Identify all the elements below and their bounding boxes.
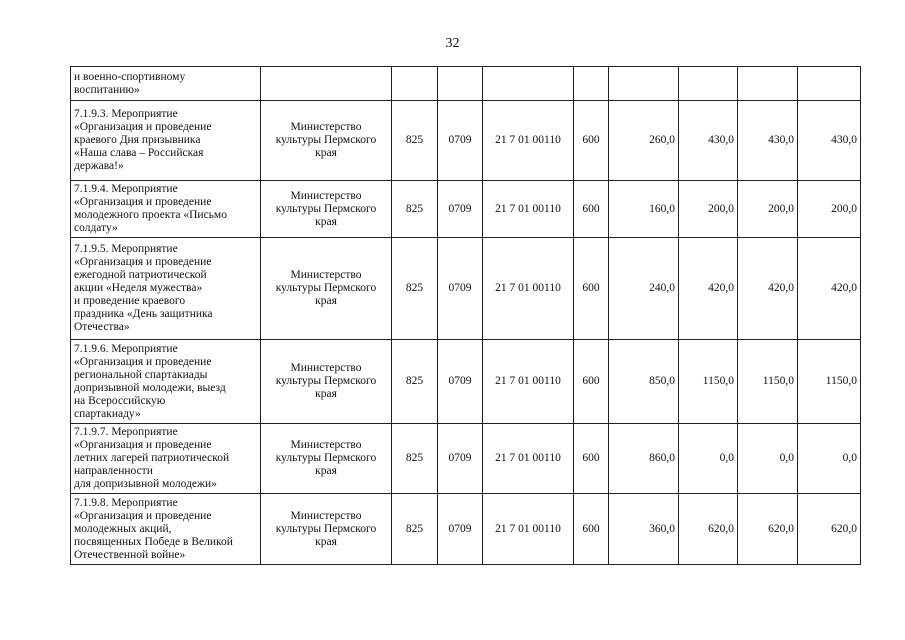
vr-cell xyxy=(574,67,609,101)
executor-cell xyxy=(261,181,392,238)
activity-line: на Всероссийскую xyxy=(74,394,166,407)
amount-cell-4: 430,0 xyxy=(798,101,861,181)
activity-cell xyxy=(71,424,261,494)
activity-line: 7.1.9.7. Мероприятие xyxy=(74,426,178,438)
activity-line: праздника «День защитника xyxy=(74,308,213,320)
amount-cell-2: 0,0 xyxy=(679,424,738,494)
table-row xyxy=(71,494,861,565)
activity-line: 7.1.9.5. Мероприятие xyxy=(74,243,178,255)
activity-line: летних лагерей патриотической xyxy=(74,452,230,464)
amount-cell-2: 1150,0 xyxy=(679,340,738,424)
section-cell: 0709 xyxy=(438,181,483,238)
amount-cell-4: 420,0 xyxy=(798,238,861,340)
target-cell: 21 7 01 00110 xyxy=(483,238,574,340)
activity-line: и проведение краевого xyxy=(74,295,186,307)
activity-line: 7.1.9.3. Мероприятие xyxy=(74,108,178,120)
table-row xyxy=(71,181,861,238)
activity-line: «Организация и проведение xyxy=(74,256,212,268)
target-cell: 21 7 01 00110 xyxy=(483,424,574,494)
activity-line: региональной спартакиады xyxy=(74,368,208,381)
activity-line: «Организация и проведение xyxy=(74,509,212,522)
activity-line: ежегодной патриотической xyxy=(74,269,207,281)
activity-line: 7.1.9.4. Мероприятие xyxy=(74,183,178,195)
amount-cell-3: 0,0 xyxy=(738,424,798,494)
vr-cell: 600 xyxy=(574,101,609,181)
activity-line: акции «Неделя мужества» xyxy=(74,282,203,294)
table-row xyxy=(71,424,861,494)
grbs-cell: 825 xyxy=(392,340,438,424)
executor-cell xyxy=(261,101,392,181)
grbs-cell xyxy=(392,67,438,101)
executor-cell xyxy=(261,238,392,340)
activity-line: «Организация и проведение xyxy=(74,121,212,133)
amount-cell-2: 200,0 xyxy=(679,181,738,238)
grbs-cell: 825 xyxy=(392,494,438,565)
budget-table xyxy=(70,66,861,565)
table-row xyxy=(71,238,861,340)
executor-line: края xyxy=(315,388,337,400)
section-cell: 0709 xyxy=(438,424,483,494)
amount-cell-4: 200,0 xyxy=(798,181,861,238)
amount-cell-2 xyxy=(679,67,738,101)
amount-cell-4: 620,0 xyxy=(798,494,861,565)
activity-line: краевого Дня призывника xyxy=(74,134,201,146)
amount-cell-4 xyxy=(798,67,861,101)
activity-line: солдату» xyxy=(74,222,118,234)
target-cell: 21 7 01 00110 xyxy=(483,181,574,238)
section-cell xyxy=(438,67,483,101)
activity-line: Отечественной войне» xyxy=(74,548,186,561)
page-number: 32 xyxy=(445,36,460,51)
table-row xyxy=(71,101,861,181)
amount-cell-1: 160,0 xyxy=(609,181,679,238)
amount-cell-1: 850,0 xyxy=(609,340,679,424)
target-cell xyxy=(483,67,574,101)
amount-cell-4: 1150,0 xyxy=(798,340,861,424)
vr-cell: 600 xyxy=(574,424,609,494)
grbs-cell: 825 xyxy=(392,238,438,340)
executor-line: Министерство xyxy=(290,269,362,281)
amount-cell-3: 430,0 xyxy=(738,101,798,181)
section-cell: 0709 xyxy=(438,340,483,424)
vr-cell: 600 xyxy=(574,181,609,238)
activity-line: и военно-спортивному xyxy=(74,70,186,83)
executor-line: края xyxy=(315,465,337,477)
amount-cell-1: 240,0 xyxy=(609,238,679,340)
executor-cell xyxy=(261,424,392,494)
executor-line: края xyxy=(315,295,337,307)
activity-line: держава!» xyxy=(74,160,124,172)
executor-line: культуры Пермского xyxy=(275,134,377,146)
executor-line: культуры Пермского xyxy=(275,202,377,215)
grbs-cell: 825 xyxy=(392,101,438,181)
amount-cell-2: 620,0 xyxy=(679,494,738,565)
activity-cell xyxy=(71,181,261,238)
executor-line: культуры Пермского xyxy=(275,522,377,535)
amount-cell-3: 200,0 xyxy=(738,181,798,238)
executor-line: Министерство xyxy=(290,362,362,374)
executor-line: Министерство xyxy=(290,439,362,451)
executor-line: Министерство xyxy=(290,121,362,133)
grbs-cell: 825 xyxy=(392,181,438,238)
target-cell: 21 7 01 00110 xyxy=(483,494,574,565)
activity-cell xyxy=(71,494,261,565)
activity-cell xyxy=(71,101,261,181)
activity-line: 7.1.9.6. Мероприятие xyxy=(74,342,178,355)
amount-cell-3 xyxy=(738,67,798,101)
amount-cell-3: 420,0 xyxy=(738,238,798,340)
table-row-continued xyxy=(71,67,861,101)
amount-cell-3: 1150,0 xyxy=(738,340,798,424)
activity-line: для допризывной молодежи» xyxy=(74,478,217,490)
table-row xyxy=(71,340,861,424)
activity-line: «Организация и проведение xyxy=(74,196,212,208)
amount-cell-1: 860,0 xyxy=(609,424,679,494)
amount-cell-2: 420,0 xyxy=(679,238,738,340)
activity-line: «Организация и проведение xyxy=(74,355,212,368)
section-cell: 0709 xyxy=(438,101,483,181)
target-cell: 21 7 01 00110 xyxy=(483,340,574,424)
activity-line: «Наша слава – Российская xyxy=(74,147,204,159)
activity-line: Отечества» xyxy=(74,321,130,333)
activity-line: спартакиаду» xyxy=(74,407,141,420)
executor-line: Министерство xyxy=(290,189,362,202)
activity-line: «Организация и проведение xyxy=(74,439,212,451)
executor-line: культуры Пермского xyxy=(275,282,377,294)
activity-line: 7.1.9.8. Мероприятие xyxy=(74,496,178,509)
amount-cell-1: 260,0 xyxy=(609,101,679,181)
executor-line: культуры Пермского xyxy=(275,375,377,387)
grbs-cell: 825 xyxy=(392,424,438,494)
activity-line: посвященных Победе в Великой xyxy=(74,535,233,548)
executor-cell xyxy=(261,67,392,101)
vr-cell: 600 xyxy=(574,494,609,565)
amount-cell-1: 360,0 xyxy=(609,494,679,565)
executor-line: края xyxy=(315,535,337,548)
amount-cell-3: 620,0 xyxy=(738,494,798,565)
section-cell: 0709 xyxy=(438,494,483,565)
executor-line: Министерство xyxy=(290,509,362,522)
activity-cell xyxy=(71,67,261,101)
activity-line: молодежного проекта «Письмо xyxy=(74,209,227,221)
vr-cell: 600 xyxy=(574,340,609,424)
activity-line: допризывной молодежи, выезд xyxy=(74,381,226,394)
executor-line: края xyxy=(315,215,337,228)
executor-line: культуры Пермского xyxy=(275,452,377,464)
section-cell: 0709 xyxy=(438,238,483,340)
amount-cell-1 xyxy=(609,67,679,101)
amount-cell-2: 430,0 xyxy=(679,101,738,181)
activity-cell xyxy=(71,238,261,340)
activity-line: молодежных акций, xyxy=(74,522,172,535)
executor-line: края xyxy=(315,147,337,159)
activity-line: направленности xyxy=(74,465,153,477)
activity-line: воспитанию» xyxy=(74,83,140,96)
executor-cell xyxy=(261,494,392,565)
activity-cell xyxy=(71,340,261,424)
vr-cell: 600 xyxy=(574,238,609,340)
executor-cell xyxy=(261,340,392,424)
amount-cell-4: 0,0 xyxy=(798,424,861,494)
target-cell: 21 7 01 00110 xyxy=(483,101,574,181)
